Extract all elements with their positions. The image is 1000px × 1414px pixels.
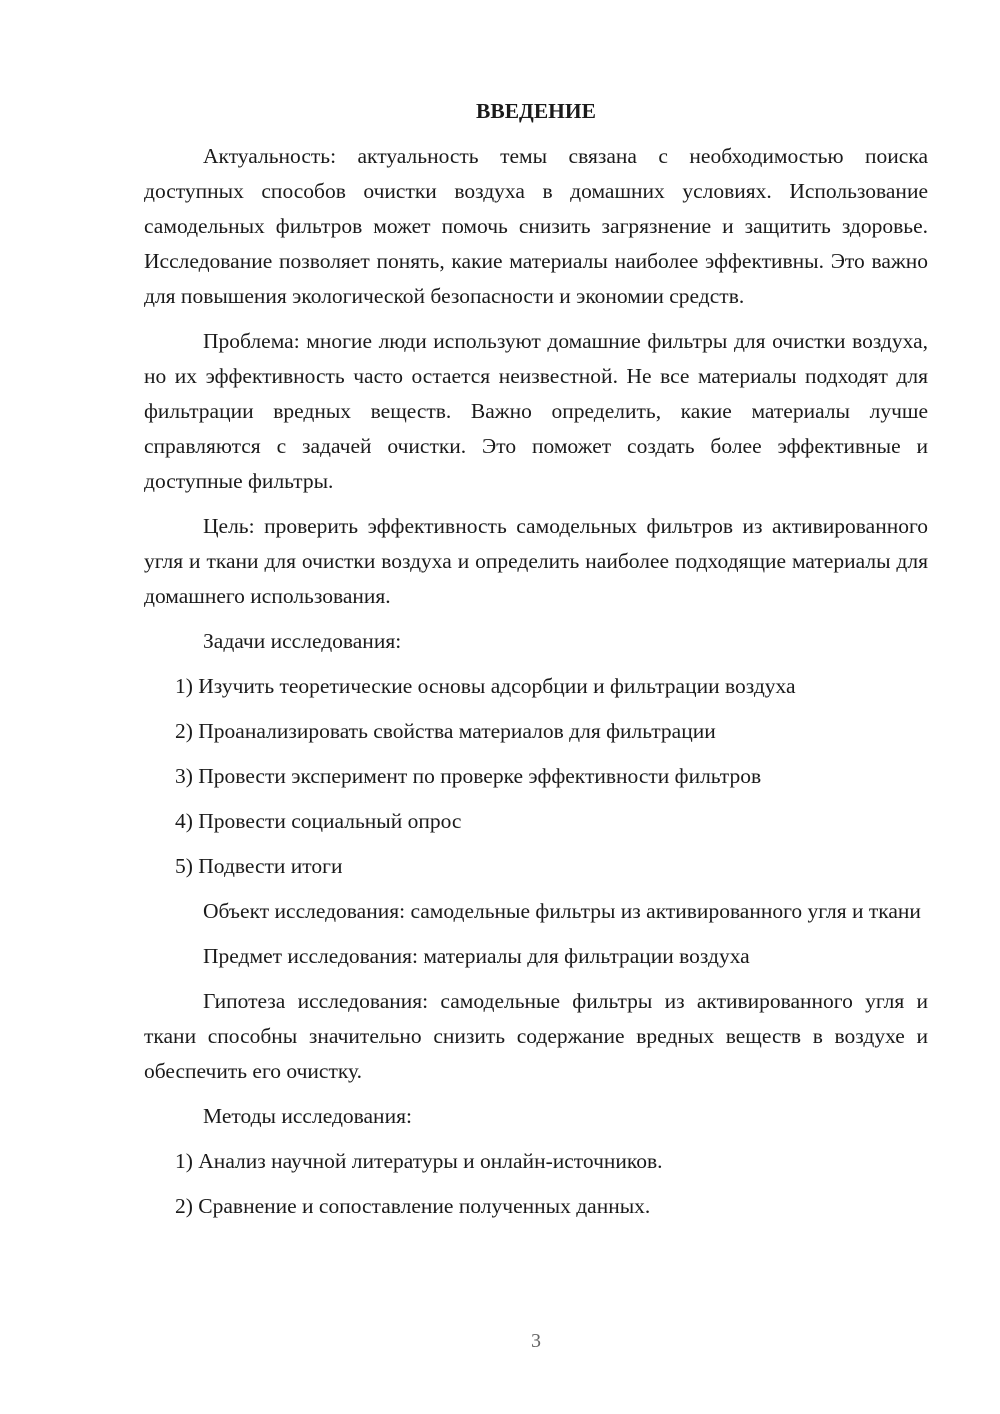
tasks-heading: Задачи исследования: (203, 629, 402, 653)
object-paragraph: Объект исследования: самодельные фильтры из активированного угля и ткани (203, 899, 921, 923)
list-item: 1) Изучить теоретические основы адсорбции и фильтрации воздуха (175, 674, 796, 698)
list-item: 2) Сравнение и сопоставление полученных данных. (175, 1194, 651, 1218)
list-item: 3) Провести эксперимент по проверке эффективности фильтров (175, 764, 762, 788)
problem-paragraph: Проблема: многие люди используют домашние фильтры для очистки воздуха, но их эффективность часто остается неизвестной. Не все материалы подходят для фильтрации вредных веществ. Важно определить, какие материалы лучше справляются с задачей очистки. Это поможет создать более эффективные и доступные фильтры. (144, 329, 928, 493)
page-number: 3 (531, 1330, 541, 1352)
document-page (144, 94, 928, 1234)
hypothesis-paragraph: Гипотеза исследования: самодельные фильтры из активированного угля и ткани способны значительно снизить содержание вредных веществ в воздухе и обеспечить его очистку. (144, 989, 928, 1083)
list-item: 2) Проанализировать свойства материалов для фильтрации (175, 719, 716, 743)
subject-paragraph: Предмет исследования: материалы для фильтрации воздуха (203, 944, 750, 968)
methods-list (144, 1144, 928, 1224)
section-title: ВВЕДЕНИЕ (476, 99, 596, 123)
list-item: 5) Подвести итоги (175, 854, 343, 878)
goal-paragraph: Цель: проверить эффективность самодельных фильтров из активированного угля и ткани для очистки воздуха и определить наиболее подходящие материалы для домашнего использования. (144, 514, 928, 608)
tasks-list (144, 669, 928, 884)
list-item: 1) Анализ научной литературы и онлайн-источников. (175, 1149, 663, 1173)
list-item: 4) Провести социальный опрос (175, 809, 462, 833)
methods-heading: Методы исследования: (203, 1104, 412, 1128)
relevance-paragraph: Актуальность: актуальность темы связана с необходимостью поиска доступных способов очистки воздуха в домашних условиях. Использование самодельных фильтров может помочь снизить загрязнение и защитить здоровье. Исследование позволяет понять, какие материалы наиболее эффективны. Это важно для повышения экологической безопасности и экономии средств. (144, 144, 928, 308)
